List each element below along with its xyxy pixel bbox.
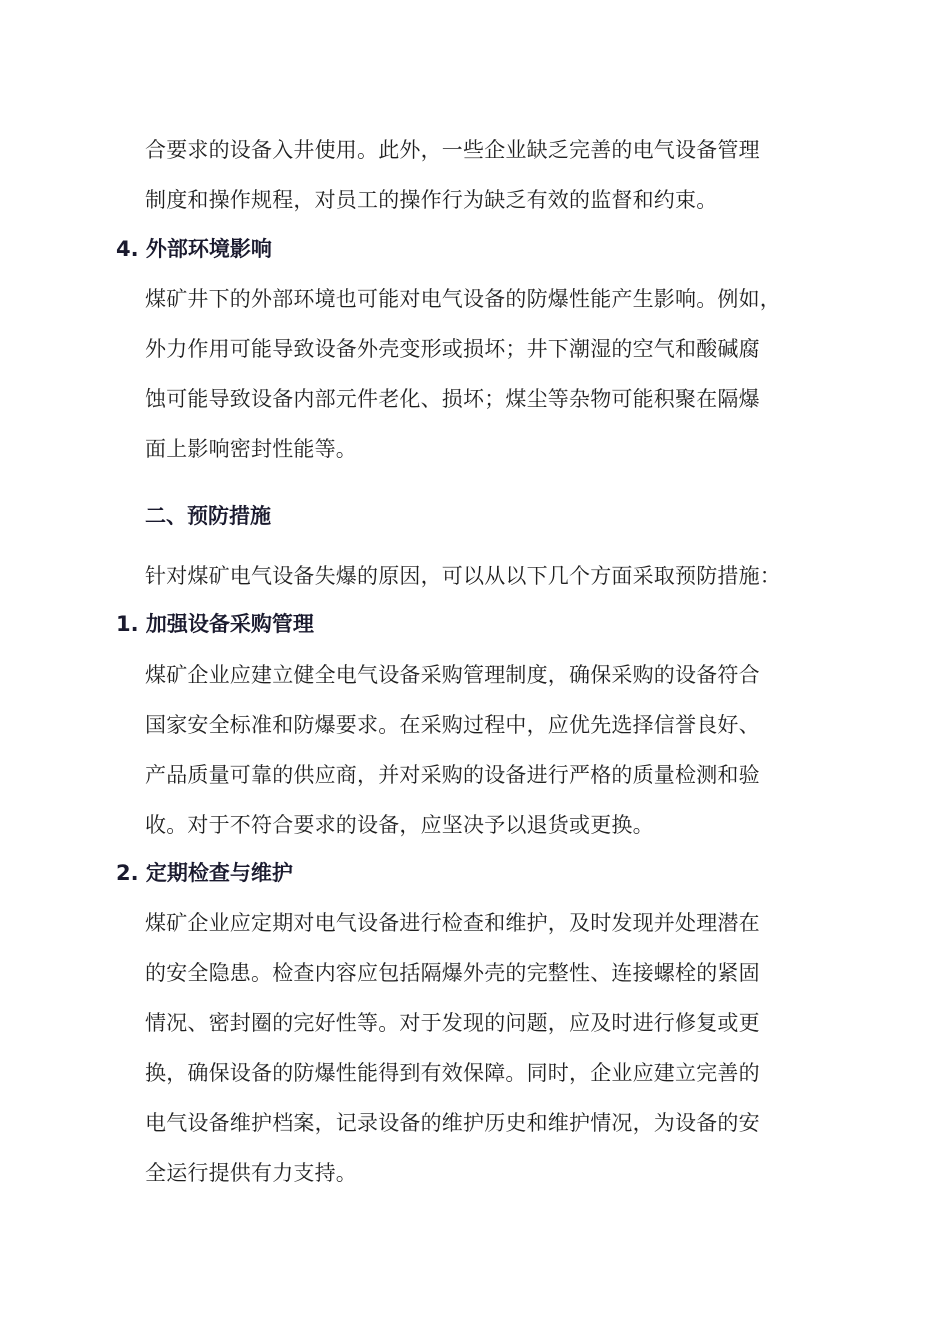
section-heading-prevention: 二、预防措施 bbox=[145, 504, 271, 528]
body-line: 煤矿企业应定期对电气设备进行检查和维护，及时发现并处理潜在 bbox=[145, 911, 760, 935]
body-line: 蚀可能导致设备内部元件老化、损坏；煤尘等杂物可能积聚在隔爆 bbox=[145, 387, 760, 411]
body-line: 煤矿井下的外部环境也可能对电气设备的防爆性能产生影响。例如， bbox=[145, 287, 781, 311]
heading-inspection-maintenance: 2. 定期检查与维护 bbox=[116, 861, 293, 885]
body-line: 情况、密封圈的完好性等。对于发现的问题，应及时进行修复或更 bbox=[145, 1011, 760, 1035]
body-line: 的安全隐患。检查内容应包括隔爆外壳的完整性、连接螺栓的紧固 bbox=[145, 961, 760, 985]
body-line: 国家安全标准和防爆要求。在采购过程中，应优先选择信誉良好、 bbox=[145, 713, 760, 737]
body-line: 针对煤矿电气设备失爆的原因，可以从以下几个方面采取预防措施： bbox=[145, 564, 781, 588]
body-line: 全运行提供有力支持。 bbox=[145, 1161, 357, 1185]
body-line: 电气设备维护档案，记录设备的维护历史和维护情况，为设备的安 bbox=[145, 1111, 760, 1135]
body-line: 产品质量可靠的供应商，并对采购的设备进行严格的质量检测和验 bbox=[145, 763, 760, 787]
heading-procurement: 1. 加强设备采购管理 bbox=[116, 612, 314, 636]
body-line: 换，确保设备的防爆性能得到有效保障。同时，企业应建立完善的 bbox=[145, 1061, 760, 1085]
body-line: 煤矿企业应建立健全电气设备采购管理制度，确保采购的设备符合 bbox=[145, 663, 760, 687]
body-line: 外力作用可能导致设备外壳变形或损坏；井下潮湿的空气和酸碱腐 bbox=[145, 337, 760, 361]
body-line: 制度和操作规程，对员工的操作行为缺乏有效的监督和约束。 bbox=[145, 188, 718, 212]
heading-external-environment: 4. 外部环境影响 bbox=[116, 237, 272, 261]
body-line: 收。对于不符合要求的设备，应坚决予以退货或更换。 bbox=[145, 813, 654, 837]
body-line: 面上影响密封性能等。 bbox=[145, 437, 357, 461]
body-line: 合要求的设备入井使用。此外，一些企业缺乏完善的电气设备管理 bbox=[145, 138, 760, 162]
